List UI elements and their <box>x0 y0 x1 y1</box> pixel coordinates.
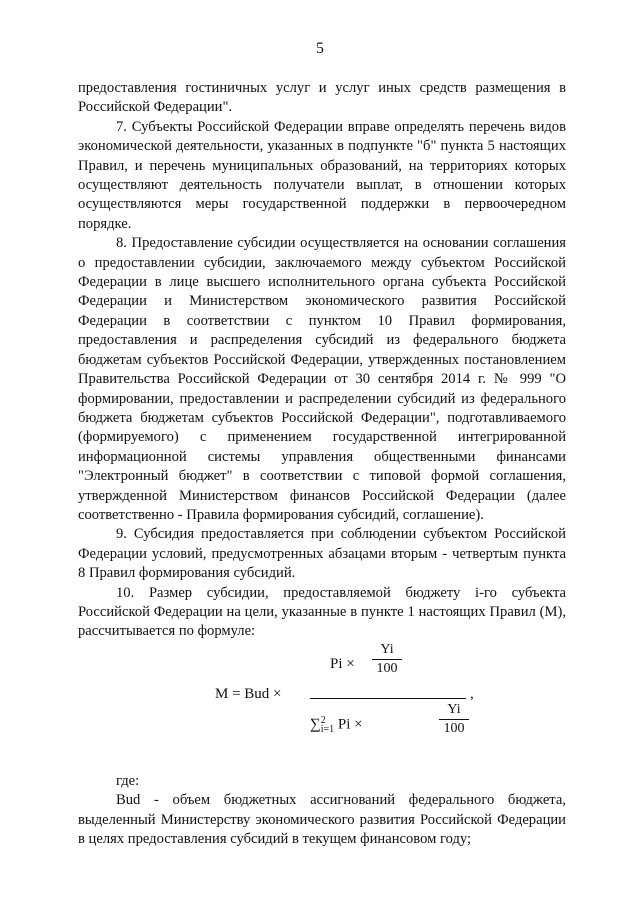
paragraph-7: 7. Субъекты Российской Федерации вправе определять перечень видов экономической деятельности, указанных в подпункте "б" пункта 5 настоящих Правил, и перечень муниципальных образований, на территориях которых осуществляют деятельность получатели выплат, в отношении которых осуществляются меры государственной поддержки в первоочередном порядке. <box>78 118 566 232</box>
paragraph-continuation: предоставления гостиничных услуг и услуг иных средств размещения в Российской Федерации". <box>78 80 566 116</box>
denominator-pi: Pi × <box>337 716 363 733</box>
denominator-hundred: 100 <box>443 720 465 736</box>
subsidy-formula <box>78 642 566 746</box>
paragraph-10: 10. Размер субсидии, предоставляемой бюджету i-го субъекта Российской Федерации на цели, указанные в пункте 1 настоящих Правил (М), рассчитывается по формуле: <box>78 584 566 640</box>
formula-numerator <box>330 642 450 694</box>
sum-symbol: ∑ <box>310 716 321 733</box>
paragraph-8: 8. Предоставление субсидии осуществляется на основании соглашения о предоставлении субсидии, заключаемого между субъектом Российской Федерации в лице высшего исполнительного органа субъекта Российской Федерации и Министерством экономического развития Российской Федерации в соответствии с пунктом 10 Правил формирования, предоставления и распределения субсидий из федерального бюджета бюджетам субъектов Российской Федерации, утвержденных постановлением Правительства Российской Федерации от 30 сентября 2014 г. № 999 "О формировании, предоставлении и распределении субсидий из федерального бюджета бюджетам субъектов Российской Федерации", подготавливаемого (формируемого) с применением государственной интегрированной информационной системы управления общественными финансами "Электронный бюджет" в соответствии с типовой формой соглашения, утвержденной Министерством финансов Российской Федерации (далее соответственно - Правила формирования субсидий, соглашение). <box>78 235 566 523</box>
bud-definition: Bud - объем бюджетных ассигнований федерального бюджета, выделенный Министерству экономического развития Российской Федерации в целях предоставления субсидий в текущем финансовом году; <box>78 792 566 847</box>
formula-comma: , <box>470 685 474 702</box>
denominator-fraction-bar <box>439 719 469 720</box>
numerator-hundred: 100 <box>376 660 398 676</box>
sum-upper-limit: 2 <box>320 714 326 726</box>
page-number: 5 <box>316 40 324 57</box>
numerator-yi: Yi <box>380 641 394 657</box>
formula-main-bar <box>310 698 466 699</box>
denominator-fraction <box>439 702 469 737</box>
paragraph-9: 9. Субсидия предоставляется при соблюдении субъектом Российской Федерации условий, предусмотренных абзацами вторым - четвертым пункта 8 Правил формирования субсидий. <box>78 526 566 582</box>
denominator-sum <box>310 716 363 734</box>
formula-lhs: M = Bud × <box>215 685 282 702</box>
denominator-yi: Yi <box>447 701 461 717</box>
formula-denominator <box>310 702 470 752</box>
sum-lower-limit: i=1 <box>320 723 335 735</box>
numerator-fraction-bar <box>372 659 402 660</box>
document-body <box>78 79 566 849</box>
numerator-fraction <box>372 642 402 677</box>
where-label: где: <box>116 772 140 789</box>
numerator-pi: Pi × <box>330 655 355 672</box>
